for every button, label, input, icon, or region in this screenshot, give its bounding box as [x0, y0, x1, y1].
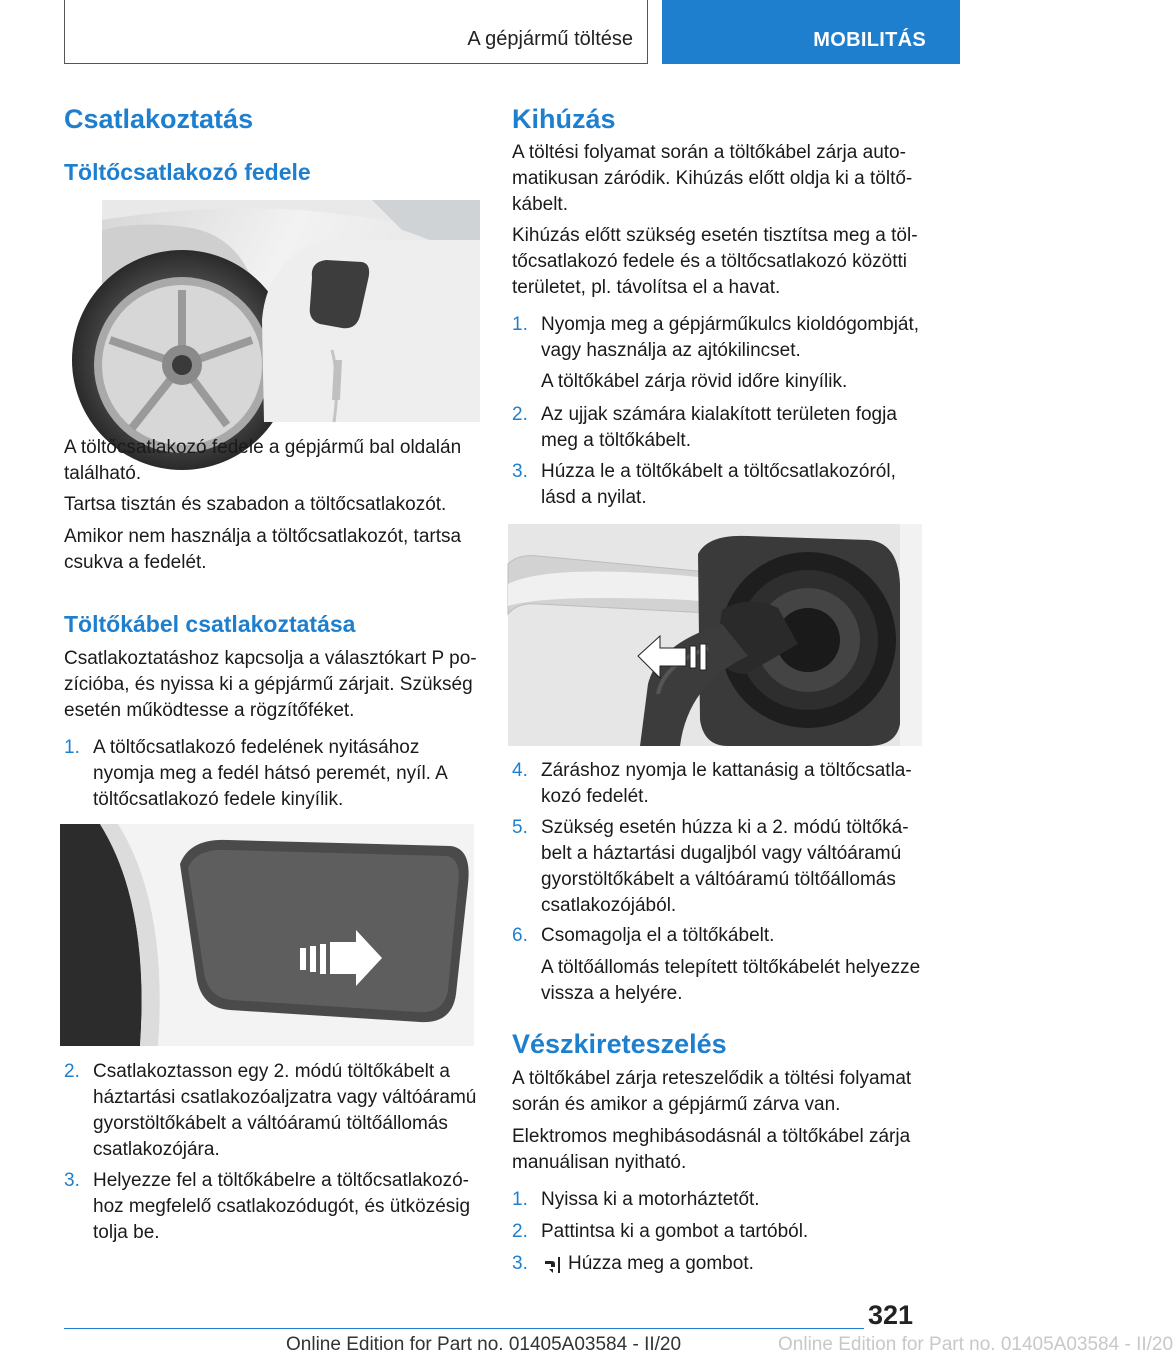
connect-text: Csatlakoztatáshoz kapcsolja a választókart P po- zícióba, és nyissa ki a gépjármű zárjait. Szükség esetén működtesse a rögzítőféket. — [64, 648, 477, 721]
heading-unplug: Kihúzás — [512, 104, 616, 134]
pull-handle-icon — [543, 1255, 561, 1275]
step-text: Záráshoz nyomja le kattanásig a töltőcsatla- kozó fedelét. — [541, 760, 912, 807]
list-item — [64, 735, 478, 813]
step-text: Nyomja meg a gépjárműkulcs kioldógombját, vagy használja az ajtókilincset. — [541, 314, 920, 361]
list-item — [512, 312, 928, 364]
step-text: Húzza le a töltőkábelt a töltőcsatlakozóról, lásd a nyilat. — [541, 461, 896, 508]
list-item — [512, 1187, 928, 1213]
step-number: 1. — [512, 314, 528, 335]
list-item — [64, 1168, 478, 1246]
list-item — [512, 369, 928, 395]
step-number: 2. — [64, 1061, 80, 1082]
header-frame — [64, 0, 648, 64]
list-item — [512, 758, 928, 810]
step-number: 1. — [512, 1189, 528, 1210]
list-item — [512, 1251, 928, 1277]
section-title: A gépjármű töltése — [467, 28, 633, 50]
unplug-text-2: Kihúzás előtt szükség esetén tisztítsa meg a töl- tőcsatlakozó fedele és a töltőcsatlakozó közötti területet, pl. távolítsa el a havat. — [512, 225, 918, 298]
chapter-tab-label: MOBILITÁS — [813, 29, 926, 51]
step-text: Csatlakoztasson egy 2. módú töltőkábelt a háztartási csatlakozóaljzatra vagy váltóáramú gyorstöltőkábelt a váltóáramú töltőállomás csatlakozójára. — [93, 1061, 477, 1160]
step-number: 3. — [64, 1170, 80, 1191]
step-text: Helyezze fel a töltőkábelre a töltőcsatlakozó- hoz megfelelő csatlakozódugót, és ütközésig tolja be. — [93, 1170, 471, 1243]
lid-text-1: A töltőcsatlakozó fedele a gépjármű bal oldalán található. — [64, 437, 462, 484]
edition-note: Online Edition for Part no. 01405A03584 - II/20 — [286, 1334, 682, 1355]
step-number: 5. — [512, 817, 528, 838]
step-text: A töltőcsatlakozó fedelének nyitásához nyomja meg a fedél hátsó peremét, nyíl. A töltőcsatlakozó fedele kinyílik. — [93, 737, 447, 810]
step-text: Húzza meg a gombot. — [568, 1253, 754, 1274]
list-item — [512, 923, 928, 949]
step-text: Nyissa ki a motorháztetőt. — [541, 1189, 760, 1210]
step-number: 2. — [512, 404, 528, 425]
heading-connect-cable: Töltőkábel csatlakoztatása — [64, 611, 356, 637]
step-text: A töltőállomás telepített töltőkábelét helyezze vissza a helyére. — [541, 957, 921, 1004]
figure-car-side-lid — [102, 200, 480, 422]
step-number: 1. — [64, 737, 80, 758]
figure-lid-closeup — [60, 824, 474, 1046]
unplug-text-1: A töltési folyamat során a töltőkábel zárja auto- matikusan záródik. Kihúzás előtt oldja ki a töltő- kábelt. — [512, 142, 913, 215]
watermark: Online Edition for Part no. 01405A03584 - II/20 — [778, 1334, 1173, 1355]
step-text: A töltőkábel zárja rövid időre kinyílik. — [541, 371, 848, 392]
step-text: Szükség esetén húzza ki a 2. módú töltőká- belt a háztartási dugaljból vagy váltóáramú gyorstöltőkábelt a váltóáramú töltőállomás csatlakozójából. — [541, 817, 909, 916]
figure-unplug-cable — [508, 524, 922, 746]
step-text: Csomagolja el a töltőkábelt. — [541, 925, 775, 946]
step-text: Pattintsa ki a gombot a tartóból. — [541, 1221, 809, 1242]
list-item — [512, 955, 928, 1007]
list-item — [512, 815, 928, 919]
heading-charge-lid: Töltőcsatlakozó fedele — [64, 159, 311, 185]
footer-divider — [64, 1328, 864, 1329]
step-number: 2. — [512, 1221, 528, 1242]
list-item — [64, 1059, 478, 1163]
list-item — [512, 1219, 928, 1245]
lid-text-2: Tartsa tisztán és szabadon a töltőcsatlakozót. — [64, 494, 447, 515]
step-number: 3. — [512, 461, 528, 482]
step-number: 3. — [512, 1253, 528, 1274]
emergency-text-1: A töltőkábel zárja reteszelődik a töltési folyamat során és amikor a gépjármű zárva van. — [512, 1068, 912, 1115]
heading-connecting: Csatlakoztatás — [64, 104, 254, 134]
list-item — [512, 402, 928, 454]
step-number: 4. — [512, 760, 528, 781]
step-number: 6. — [512, 925, 528, 946]
step-text: Az ujjak számára kialakított területen fogja meg a töltőkábelt. — [541, 404, 897, 451]
emergency-text-2: Elektromos meghibásodásnál a töltőkábel zárja manuálisan nyitható. — [512, 1126, 911, 1173]
chapter-tab[interactable] — [662, 0, 960, 64]
heading-emergency-release: Vészkireteszelés — [512, 1029, 727, 1059]
page-number: 321 — [868, 1300, 914, 1330]
list-item — [512, 459, 928, 511]
lid-text-3: Amikor nem használja a töltőcsatlakozót, tartsa csukva a fedelét. — [64, 526, 462, 573]
